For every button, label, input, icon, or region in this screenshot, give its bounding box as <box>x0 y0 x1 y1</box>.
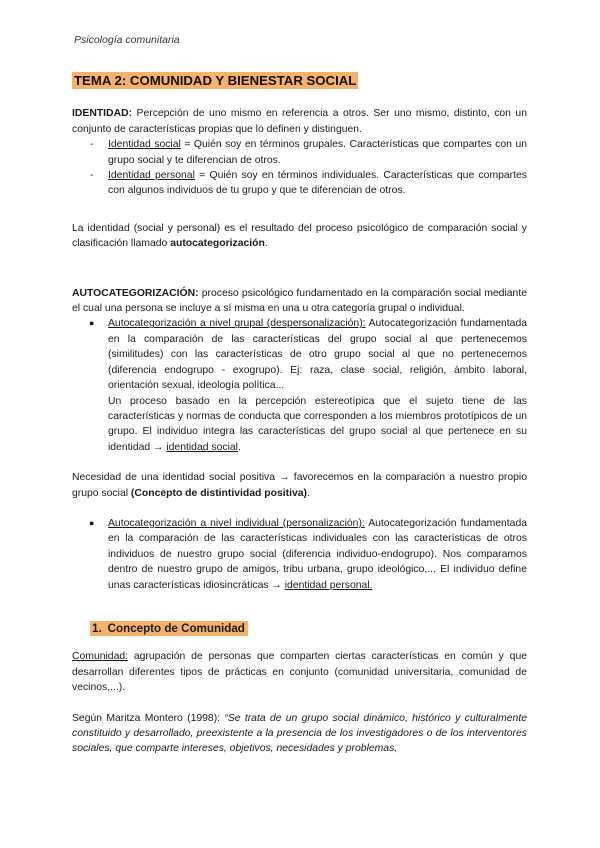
identidad-personal-term: Identidad personal <box>108 170 195 182</box>
comunidad-term: Comunidad: <box>72 651 129 663</box>
list-item: ● Autocategorización a nivel grupal (despersonalización): Autocategorización fundamentada en la comparación de las características del grupo social al que pertenecemos (similitudes) con las características de otro grupo social al que no pertenecemos (diferencia endogrupo - exogrupo). Ej: raza, clase social, religión, ámbito laboral, orientación sexual, ideología política... Un proceso basado en la percepción estereotípica que el sujeto tiene de las características y normas de conducta que corresponden a los miembros prototípicos de un grupo. El individuo integra las características del grupo social al que pertenece en su identidad → identidad social. <box>89 318 527 453</box>
identidad-social-term: Identidad social <box>108 139 181 151</box>
autocategorizacion-label: AUTOCATEGORIZACIÓN: <box>72 287 199 299</box>
dash-marker: - <box>90 139 94 151</box>
document-title: TEMA 2: COMUNIDAD Y BIENESTAR SOCIAL <box>74 73 357 88</box>
page-header: Psicología comunitaria <box>74 34 180 46</box>
identidad-personal-link: identidad personal. <box>284 579 373 591</box>
grupal-term: Autocategorización a nivel grupal (despersonalización): <box>108 318 366 330</box>
montero-quote: “Se trata de un grupo social dinámico, histórico y culturalmente constituido y desarrollado, preexistente a la presencia de los investigadores o de los interventores sociales, que comparte intereses, objetivos, necesidades y problemas, <box>72 712 527 755</box>
title-row <box>72 72 527 90</box>
individual-term: Autocategorización a nivel individual (personalización): <box>108 517 365 529</box>
bullet-marker: ● <box>89 517 95 528</box>
list-item <box>72 168 527 199</box>
grupal-text2: Un proceso basado en la percepción estereotípica que el sujeto tiene de las características y normas de conducta que corresponden a los miembros prototípicos de un grupo. El individuo integra las características del grupo social al que pertenece en su identidad → <box>108 395 527 453</box>
section-heading-row <box>72 620 527 637</box>
comunidad-paragraph: Comunidad: agrupación de personas que comparten ciertas características en común y que desarrollan diferentes tipos de prácticas en conjunto (comunidad universitaria, comunidad de vecinos,...). <box>72 651 527 694</box>
section-heading <box>90 621 248 636</box>
grupal-text: Autocategorización fundamentada en la comparación de las características del grupo social al que pertenecemos (similitudes) con las características de otro grupo social al que no pertenecemos (diferencia endogrupo - exogrupo). Ej: raza, clase social, religión, ámbito laboral, orientación sexual, ideología política... <box>108 318 527 392</box>
identidad-social-link: identidad social <box>166 441 238 453</box>
montero-paragraph: Según Maritza Montero (1998): “Se trata de un grupo social dinámico, histórico y culturalmente constituido y desarrollado, preexistente a la presencia de los investigadores o de los interventores sociales, que comparte intereses, objetivos, necesidades y problemas, <box>72 712 527 755</box>
identidad-label: IDENTIDAD: <box>72 108 133 120</box>
autocategorizacion-grupal-list <box>72 316 527 455</box>
individual-text: Autocategorización fundamentada en la comparación de las características individuales con las características de otros individuos de nuestro grupo social (diferencia individuo-endogrupo). Nos comparamos dentro de nuestro grupo de amigos, tribu urbana, grupo ideológico,... El individuo define unas características idiosincráticas → <box>108 517 528 591</box>
necesidad-paragraph: Necesidad de una identidad social positiva → favorecemos en la comparación a nuestro propio grupo social (Concepto de distintividad positiva). <box>72 472 527 499</box>
section-number: 1. <box>92 621 102 635</box>
dash-marker: - <box>90 170 94 182</box>
list-item <box>72 516 527 593</box>
bullet-marker: ● <box>89 318 95 329</box>
list-item <box>72 137 527 168</box>
identidad-text: Percepción de uno mismo en referencia a otros. Ser uno mismo, distinto, con un conjunto de características propias que lo definen y distinguen. <box>72 108 527 135</box>
section-title: Concepto de Comunidad <box>107 621 245 635</box>
document-body <box>72 72 527 757</box>
autocategorizacion-bold: autocategorización <box>170 238 265 250</box>
identidad-summary: La identidad (social y personal) es el resultado del proceso psicológico de comparación social y clasificación llamado autocategorización. <box>72 222 527 250</box>
autocategorizacion-paragraph: AUTOCATEGORIZACIÓN: proceso psicológico fundamentado en la comparación social mediante el cual una persona se incluye a sí misma en una u otra categoría grupal o individual. <box>72 287 527 315</box>
identidad-personal-text: = Quién soy en términos individuales. Características que compartes con algunos individuos de tu grupo y que te diferencian de otros. <box>108 170 528 197</box>
identidad-social-text: = Quién soy en términos grupales. Características que compartes con un grupo social y te diferencian de otros. <box>108 139 527 166</box>
identidad-list <box>72 137 527 199</box>
identidad-paragraph <box>72 106 527 137</box>
autocategorizacion-individual-list <box>72 516 527 593</box>
distintividad-bold: (Concepto de distintividad positiva) <box>130 487 307 499</box>
